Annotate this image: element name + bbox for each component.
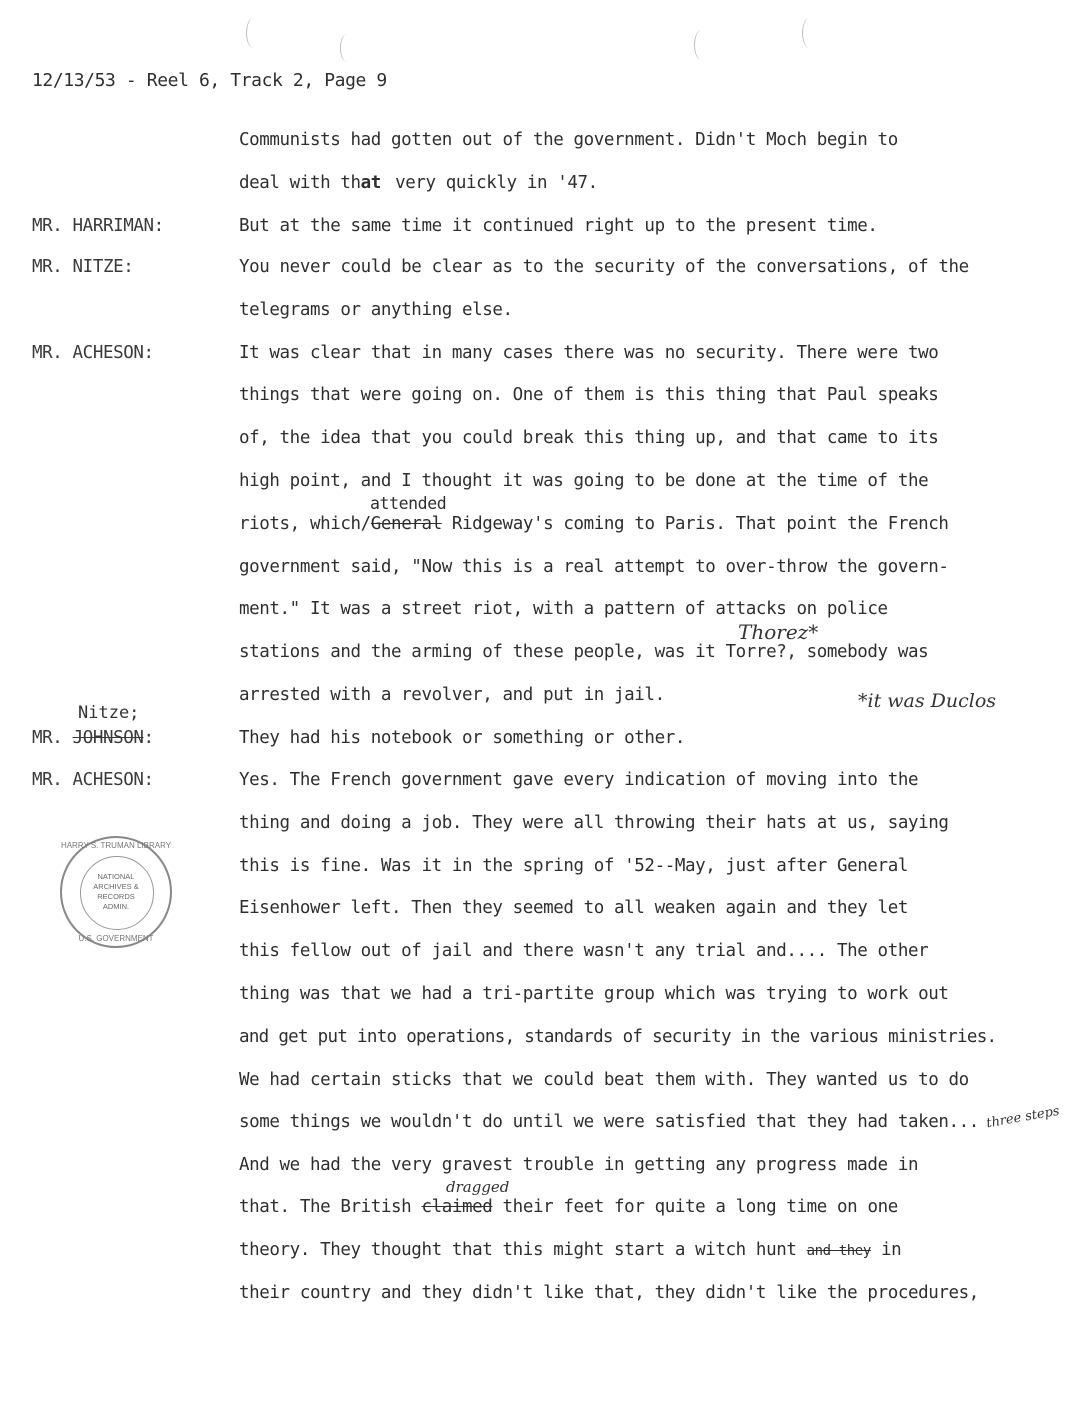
struck-word: General [370,514,442,534]
stamp-ring-text: U.S. GOVERNMENT [78,934,154,943]
stamp-text: RECORDS [97,892,135,901]
speaker-label: MR. NITZE: [32,257,134,277]
text-line: things that were going on. One of them is this thing that Paul speaks [239,385,939,405]
text-line: And we had the very gravest trouble in getting any progress made in [239,1155,919,1175]
text-line: this is fine. Was it in the spring of '52--May, just after General [239,856,908,876]
text-line: But at the same time it continued right up to the present time. [239,216,878,236]
text-line [239,1240,901,1260]
text-segment: that. The British [239,1197,412,1217]
text-segment: riots, which/ [239,514,371,534]
stamp-text: NATIONAL [97,872,135,881]
handwritten-note: *it was Duclos [858,690,997,712]
handwritten-insertion: dragged [446,1178,510,1196]
struck-word: and they [806,1243,871,1259]
text-line: thing and doing a job. They were all throwing their hats at us, saying [239,813,949,833]
text-line: They had his notebook or something or other. [239,728,685,748]
typed-insertion: attended [370,494,447,513]
speaker-label: MR. HARRIMAN: [32,216,164,236]
handwritten-speaker-correction: Nitze; [78,703,140,723]
text-segment: Ridgeway's coming to Paris. That point the French [451,514,949,534]
typed-insertion: at [360,173,381,193]
text-line: their country and they didn't like that, they didn't like the procedures, [239,1283,979,1303]
speaker-label: MR. ACHESON: [32,343,154,363]
punch-mark [246,18,261,48]
text-segment: deal with th [239,173,361,193]
handwritten-margin-note: three steps [985,1103,1061,1132]
text-segment: in [881,1240,902,1260]
struck-speaker-name: JOHNSON [72,728,144,748]
page-header: 12/13/53 - Reel 6, Track 2, Page 9 [32,70,387,91]
text-line [239,173,598,193]
text-line: of, the idea that you could break this thing up, and that came to its [239,428,939,448]
text-line: ment." It was a street riot, with a pattern of attacks on police [239,599,888,619]
text-line: arrested with a revolver, and put in jail. [239,685,665,705]
archive-stamp [60,836,172,948]
text-line: government said, "Now this is a real attempt to over-throw the govern- [239,557,949,577]
text-line: some things we wouldn't do until we were satisfied that they had taken... [239,1112,979,1132]
speaker-label: MR. ACHESON: [32,770,154,790]
punch-mark [340,34,353,62]
text-line: You never could be clear as to the security of the conversations, of the [239,257,969,277]
text-segment: theory. They thought that this might start a witch hunt [239,1240,797,1260]
struck-word: claimed [421,1197,493,1217]
punch-mark [694,30,709,60]
text-line: and get put into operations, standards of security in the various ministries. [239,1027,997,1047]
text-line: Yes. The French government gave every indication of moving into the [239,770,919,790]
stamp-ring-text: HARRY S. TRUMAN LIBRARY [60,841,172,850]
text-line [239,1197,898,1217]
speaker-label [32,728,154,748]
text-line [239,514,949,534]
speaker-colon: : [143,728,154,748]
text-line: high point, and I thought it was going to be done at the time of the [239,471,929,491]
text-segment: their feet for quite a long time on one [502,1197,898,1217]
text-segment: very quickly in '47. [395,173,598,193]
text-line: stations and the arming of these people, was it Torre?, somebody was [239,642,929,662]
speaker-prefix: MR. [32,728,63,748]
text-line: Eisenhower left. Then they seemed to all weaken again and they let [239,898,908,918]
handwritten-insertion: Thorez* [738,620,819,644]
text-line: thing was that we had a tri-partite group which was trying to work out [239,984,949,1004]
stamp-text: ADMIN. [102,902,130,911]
stamp-text: ARCHIVES & [93,882,139,891]
text-line: We had certain sticks that we could beat them with. They wanted us to do [239,1070,969,1090]
text-line: telegrams or anything else. [239,300,513,320]
punch-mark [802,18,817,48]
text-line: this fellow out of jail and there wasn't any trial and.... The other [239,941,929,961]
text-line: It was clear that in many cases there was no security. There were two [239,343,939,363]
text-line: Communists had gotten out of the government. Didn't Moch begin to [239,130,898,150]
